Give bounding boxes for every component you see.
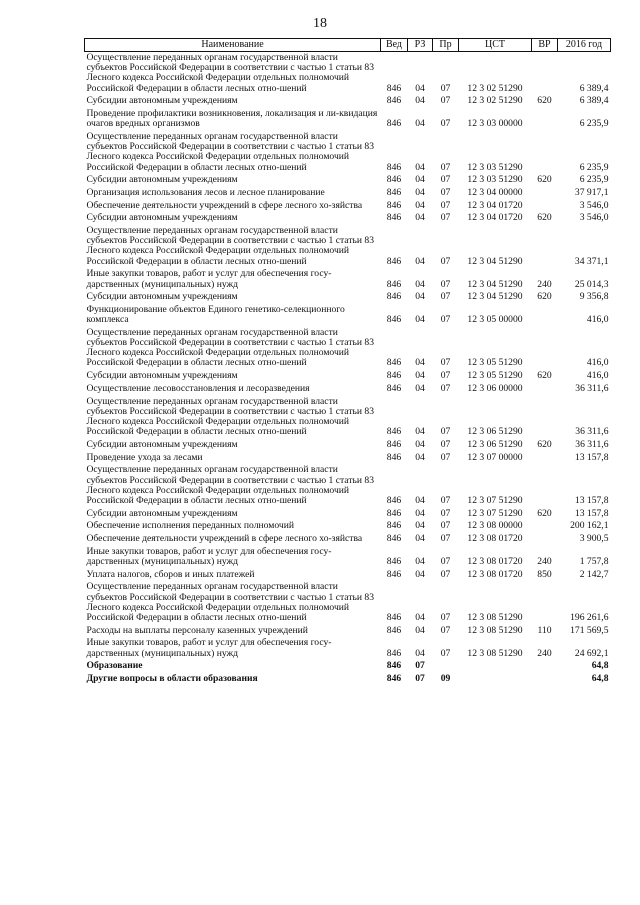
row-rz: 04 (415, 199, 425, 211)
row-amount: 3 546,0 (579, 199, 609, 211)
row-name: Обеспечение деятельности учреждений в сфере лесного хо-зяйства (86, 199, 363, 211)
row-vr (532, 327, 558, 370)
row-rz: 04 (415, 255, 425, 267)
row-cst: 12 3 08 51290 (467, 611, 523, 623)
row-amount: 416,0 (586, 314, 609, 326)
row-rz: 04 (415, 624, 425, 636)
row-name: Субсидии автономным учреждениям (86, 370, 238, 382)
row-ved: 846 (386, 520, 402, 532)
row-vr: 240 (537, 647, 552, 659)
row-cst: 12 3 07 00000 (467, 451, 523, 463)
row-pr: 07 (440, 494, 451, 506)
row-rz: 04 (415, 555, 425, 567)
row-vr: 240 (537, 278, 552, 290)
row-pr: 07 (440, 611, 451, 623)
row-name: Осуществление переданных органам государственной власти субъектов Российской Федерации в соответствии с частью 1 статьи 83 Лесного кодекса Российской Федерации отдельных полномочий Российской Федерации в области лесных отно-шений (86, 130, 375, 173)
row-name: Осуществление лесовосстановления и лесоразведения (86, 382, 310, 394)
row-cst: 12 3 08 51290 (467, 647, 523, 659)
table-row (85, 452, 611, 465)
row-ved: 846 (386, 212, 402, 224)
row-cst: 12 3 07 51290 (467, 494, 523, 506)
row-ved: 846 (386, 199, 402, 211)
row-name: Осуществление переданных органам государственной власти субъектов Российской Федерации в соответствии с частью 1 статьи 83 Лесного кодекса Российской Федерации отдельных полномочий Российской Федерации в области лесных отно-шений (86, 581, 375, 623)
row-amount: 36 311,6 (575, 426, 609, 438)
row-ved: 846 (386, 451, 402, 463)
row-rz: 04 (415, 382, 425, 394)
row-rz: 04 (415, 426, 425, 438)
row-vr: 620 (537, 438, 552, 450)
row-ved: 846 (386, 672, 402, 684)
table-row (85, 396, 611, 439)
row-rz: 04 (415, 370, 425, 382)
table-row (85, 660, 611, 673)
row-cst: 12 3 04 00000 (467, 186, 523, 198)
row-rz: 07 (415, 660, 425, 672)
row-ved: 846 (386, 568, 402, 580)
row-pr: 07 (440, 357, 451, 369)
row-rz: 04 (415, 291, 425, 303)
row-cst: 12 3 08 01720 (467, 568, 523, 580)
row-ved: 846 (386, 278, 402, 290)
row-pr: 07 (440, 255, 451, 267)
row-name: Субсидии автономным учреждениям (86, 507, 238, 519)
row-vr: 620 (537, 507, 552, 519)
table-row (85, 304, 611, 327)
row-cst: 12 3 03 51290 (467, 174, 523, 186)
row-vr (532, 52, 558, 96)
row-pr: 07 (440, 118, 451, 130)
table-body (85, 52, 611, 686)
table-row (85, 52, 611, 96)
row-rz: 04 (415, 278, 425, 290)
row-cst: 12 3 04 51290 (467, 291, 523, 303)
row-amount: 2 142,7 (579, 568, 609, 580)
table-row (85, 327, 611, 370)
row-pr: 07 (440, 426, 451, 438)
row-name: Другие вопросы в области образования (86, 672, 258, 684)
row-pr: 07 (440, 82, 451, 94)
table-row (85, 546, 611, 569)
row-rz: 04 (415, 451, 425, 463)
table-row (85, 581, 611, 624)
row-vr (532, 187, 558, 200)
row-ved: 846 (386, 533, 402, 545)
row-rz: 04 (415, 438, 425, 450)
row-pr: 07 (440, 520, 451, 532)
table-row (85, 508, 611, 521)
row-vr (532, 464, 558, 507)
row-ved: 846 (386, 314, 402, 326)
row-ved: 846 (386, 611, 402, 623)
row-vr: 620 (537, 291, 552, 303)
row-amount: 64,8 (591, 672, 609, 684)
row-vr (532, 581, 558, 624)
budget-table (84, 38, 611, 686)
row-amount: 25 014,3 (574, 278, 609, 290)
row-name: Организация использования лесов и лесное планирование (86, 186, 325, 198)
row-name: Субсидии автономным учреждениям (86, 438, 238, 450)
row-name: Субсидии автономным учреждениям (86, 291, 238, 303)
row-pr: 07 (440, 382, 451, 394)
row-vr (532, 131, 558, 174)
row-cst (459, 660, 532, 673)
table-row (85, 187, 611, 200)
row-name: Образование (86, 660, 143, 672)
row-rz: 04 (415, 314, 425, 326)
row-cst: 12 3 06 51290 (467, 438, 523, 450)
row-cst: 12 3 06 51290 (467, 426, 523, 438)
table-row (85, 533, 611, 546)
row-rz: 04 (415, 95, 425, 107)
row-ved: 846 (386, 291, 402, 303)
row-pr: 07 (440, 174, 451, 186)
row-name: Субсидии автономным учреждениям (86, 212, 238, 224)
row-ved: 846 (386, 426, 402, 438)
row-cst: 12 3 02 51290 (467, 82, 523, 94)
row-cst: 12 3 05 51290 (467, 370, 523, 382)
row-name: Осуществление переданных органам государственной власти субъектов Российской Федерации в соответствии с частью 1 статьи 83 Лесного кодекса Российской Федерации отдельных полномочий Российской Федерации в области лесных отно-шений (86, 464, 375, 506)
row-amount: 1 757,8 (579, 555, 609, 567)
row-ved: 846 (386, 174, 402, 186)
row-amount: 13 157,8 (574, 494, 609, 506)
row-amount: 171 569,5 (570, 624, 609, 636)
row-pr (433, 660, 459, 673)
row-name: Осуществление переданных органам государственной власти субъектов Российской Федерации в соответствии с частью 1 статьи 83 Лесного кодекса Российской Федерации отдельных полномочий Российской Федерации в области лесных отно-шений (86, 395, 375, 438)
row-cst: 12 3 08 01720 (467, 555, 523, 567)
table-row (85, 268, 611, 291)
row-vr (532, 383, 558, 396)
table-row (85, 673, 611, 686)
row-pr: 07 (440, 161, 451, 173)
row-pr: 07 (440, 95, 451, 107)
row-amount: 200 162,1 (570, 520, 609, 532)
row-name: Осуществление переданных органам государственной власти субъектов Российской Федерации в соответствии с частью 1 статьи 83 Лесного кодекса Российской Федерации отдельных полномочий Российской Федерации в области лесных отно-шений (86, 326, 375, 369)
row-rz: 04 (415, 161, 425, 173)
row-cst: 12 3 03 00000 (467, 118, 523, 130)
row-rz: 04 (415, 507, 425, 519)
row-vr: 240 (537, 555, 552, 567)
row-vr (532, 396, 558, 439)
table-row (85, 291, 611, 304)
row-vr (532, 304, 558, 327)
row-rz: 04 (415, 494, 425, 506)
row-vr (532, 225, 558, 268)
row-pr: 07 (440, 199, 451, 211)
row-name: Иные закупки товаров, работ и услуг для обеспечения госу-дарственных (муниципальных) нужд (86, 545, 332, 567)
row-ved: 846 (386, 660, 402, 672)
table-row (85, 174, 611, 187)
row-cst: 12 3 03 51290 (467, 161, 523, 173)
page-number: 18 (313, 16, 327, 31)
row-pr: 07 (440, 278, 451, 290)
row-ved: 846 (386, 118, 402, 130)
row-ved: 846 (386, 186, 402, 198)
row-amount: 36 311,6 (575, 382, 609, 394)
row-rz: 04 (415, 357, 425, 369)
row-cst: 12 3 04 51290 (467, 278, 523, 290)
row-rz: 07 (415, 672, 425, 684)
row-ved: 846 (386, 647, 402, 659)
row-name: Обеспечение исполнения переданных полномочий (86, 520, 294, 532)
row-amount: 37 917,1 (574, 186, 609, 198)
row-pr: 07 (440, 186, 451, 198)
row-pr: 07 (440, 533, 451, 545)
row-name: Уплата налогов, сборов и иных платежей (86, 568, 255, 580)
header-rz: РЗ (408, 39, 433, 52)
row-rz: 04 (415, 647, 425, 659)
row-rz: 04 (415, 611, 425, 623)
row-name: Осуществление переданных органам государственной власти субъектов Российской Федерации в соответствии с частью 1 статьи 83 Лесного кодекса Российской Федерации отдельных полномочий Российской Федерации в области лесных отно-шений (86, 225, 375, 267)
row-cst: 12 3 08 00000 (467, 520, 523, 532)
row-cst: 12 3 04 01720 (467, 199, 523, 211)
row-vr: 620 (537, 95, 552, 107)
row-amount: 416,0 (586, 357, 609, 369)
row-pr: 07 (440, 438, 451, 450)
header-name: Наименование (85, 39, 381, 52)
row-name: Проведение профилактики возникновения, локализация и ли-квидация очагов вредных организмов (86, 108, 378, 130)
table-row (85, 520, 611, 533)
row-pr: 09 (440, 672, 451, 684)
row-ved: 846 (386, 438, 402, 450)
row-amount: 3 900,5 (579, 533, 609, 545)
row-amount: 36 311,6 (575, 438, 609, 450)
row-vr: 620 (537, 174, 552, 186)
row-vr (532, 200, 558, 213)
row-pr: 07 (440, 212, 451, 224)
table-row (85, 131, 611, 174)
row-amount: 6 235,9 (579, 174, 609, 186)
row-name: Функционирование объектов Единого генетико-селекционного комплекса (86, 303, 345, 326)
row-amount: 9 356,8 (579, 291, 609, 303)
row-amount: 6 235,9 (579, 161, 609, 173)
row-name: Обеспечение деятельности учреждений в сфере лесного хо-зяйства (86, 533, 363, 545)
row-amount: 416,0 (586, 370, 609, 382)
row-amount: 64,8 (591, 660, 609, 672)
row-amount: 6 389,4 (579, 82, 609, 94)
row-cst: 12 3 02 51290 (467, 95, 523, 107)
row-name: Осуществление переданных органам государственной власти субъектов Российской Федерации в соответствии с частью 1 статьи 83 Лесного кодекса Российской Федерации отдельных полномочий Российской Федерации в области лесных отно-шений (86, 52, 375, 94)
row-name: Субсидии автономным учреждениям (86, 174, 238, 186)
row-amount: 196 261,6 (570, 611, 609, 623)
row-rz: 04 (415, 186, 425, 198)
row-amount: 13 157,8 (574, 507, 609, 519)
row-name: Расходы на выплаты персоналу казенных учреждений (86, 624, 308, 636)
row-rz: 04 (415, 118, 425, 130)
row-vr: 620 (537, 370, 552, 382)
row-ved: 846 (386, 507, 402, 519)
row-name: Субсидии автономным учреждениям (86, 95, 238, 107)
header-pr: Пр (433, 39, 459, 52)
row-rz: 04 (415, 568, 425, 580)
row-pr: 07 (440, 370, 451, 382)
row-ved: 846 (386, 555, 402, 567)
table-row (85, 200, 611, 213)
row-name: Проведение ухода за лесами (86, 451, 203, 463)
table-row (85, 95, 611, 108)
row-cst (459, 673, 532, 686)
table-header-row (85, 39, 611, 52)
row-ved: 846 (386, 382, 402, 394)
table-row (85, 383, 611, 396)
row-amount: 13 157,8 (574, 451, 609, 463)
row-vr (532, 533, 558, 546)
row-vr (532, 660, 558, 673)
row-pr: 07 (440, 647, 451, 659)
row-cst: 12 3 08 51290 (467, 624, 523, 636)
row-cst: 12 3 05 00000 (467, 314, 523, 326)
header-cst: ЦСТ (459, 39, 532, 52)
table-row (85, 439, 611, 452)
row-ved: 846 (386, 624, 402, 636)
row-amount: 34 371,1 (574, 255, 609, 267)
row-amount: 6 235,9 (579, 118, 609, 130)
row-rz: 04 (415, 174, 425, 186)
row-vr (532, 452, 558, 465)
header-vr: ВР (532, 39, 558, 52)
row-cst: 12 3 04 01720 (467, 212, 523, 224)
row-vr (532, 520, 558, 533)
row-pr: 07 (440, 568, 451, 580)
row-pr: 07 (440, 451, 451, 463)
row-pr: 07 (440, 507, 451, 519)
row-rz: 04 (415, 533, 425, 545)
table-row (85, 464, 611, 507)
row-ved: 846 (386, 255, 402, 267)
row-ved: 846 (386, 370, 402, 382)
row-pr: 07 (440, 314, 451, 326)
row-cst: 12 3 05 51290 (467, 357, 523, 369)
row-ved: 846 (386, 357, 402, 369)
row-cst: 12 3 08 01720 (467, 533, 523, 545)
header-ved: Вед (381, 39, 408, 52)
table-row (85, 370, 611, 383)
table-row (85, 225, 611, 268)
table-row (85, 569, 611, 582)
row-vr (532, 108, 558, 131)
row-cst: 12 3 04 51290 (467, 255, 523, 267)
row-name: Иные закупки товаров, работ и услуг для обеспечения госу-дарственных (муниципальных) нужд (86, 637, 332, 659)
row-vr: 110 (537, 624, 552, 636)
row-rz: 04 (415, 82, 425, 94)
row-pr: 07 (440, 291, 451, 303)
table-row (85, 108, 611, 131)
row-vr (532, 673, 558, 686)
table-row (85, 637, 611, 660)
row-amount: 6 389,4 (579, 95, 609, 107)
table-row (85, 625, 611, 638)
row-rz: 04 (415, 212, 425, 224)
row-vr: 620 (537, 212, 552, 224)
row-cst: 12 3 06 00000 (467, 382, 523, 394)
row-pr: 07 (440, 555, 451, 567)
row-amount: 24 692,1 (574, 647, 609, 659)
row-name: Иные закупки товаров, работ и услуг для обеспечения госу-дарственных (муниципальных) нужд (86, 268, 332, 290)
row-ved: 846 (386, 161, 402, 173)
row-ved: 846 (386, 82, 402, 94)
row-pr: 07 (440, 624, 451, 636)
row-rz: 04 (415, 520, 425, 532)
row-cst: 12 3 07 51290 (467, 507, 523, 519)
row-amount: 3 546,0 (579, 212, 609, 224)
row-ved: 846 (386, 494, 402, 506)
header-year: 2016 год (558, 39, 611, 52)
row-vr: 850 (537, 568, 552, 580)
table-row (85, 212, 611, 225)
row-ved: 846 (386, 95, 402, 107)
